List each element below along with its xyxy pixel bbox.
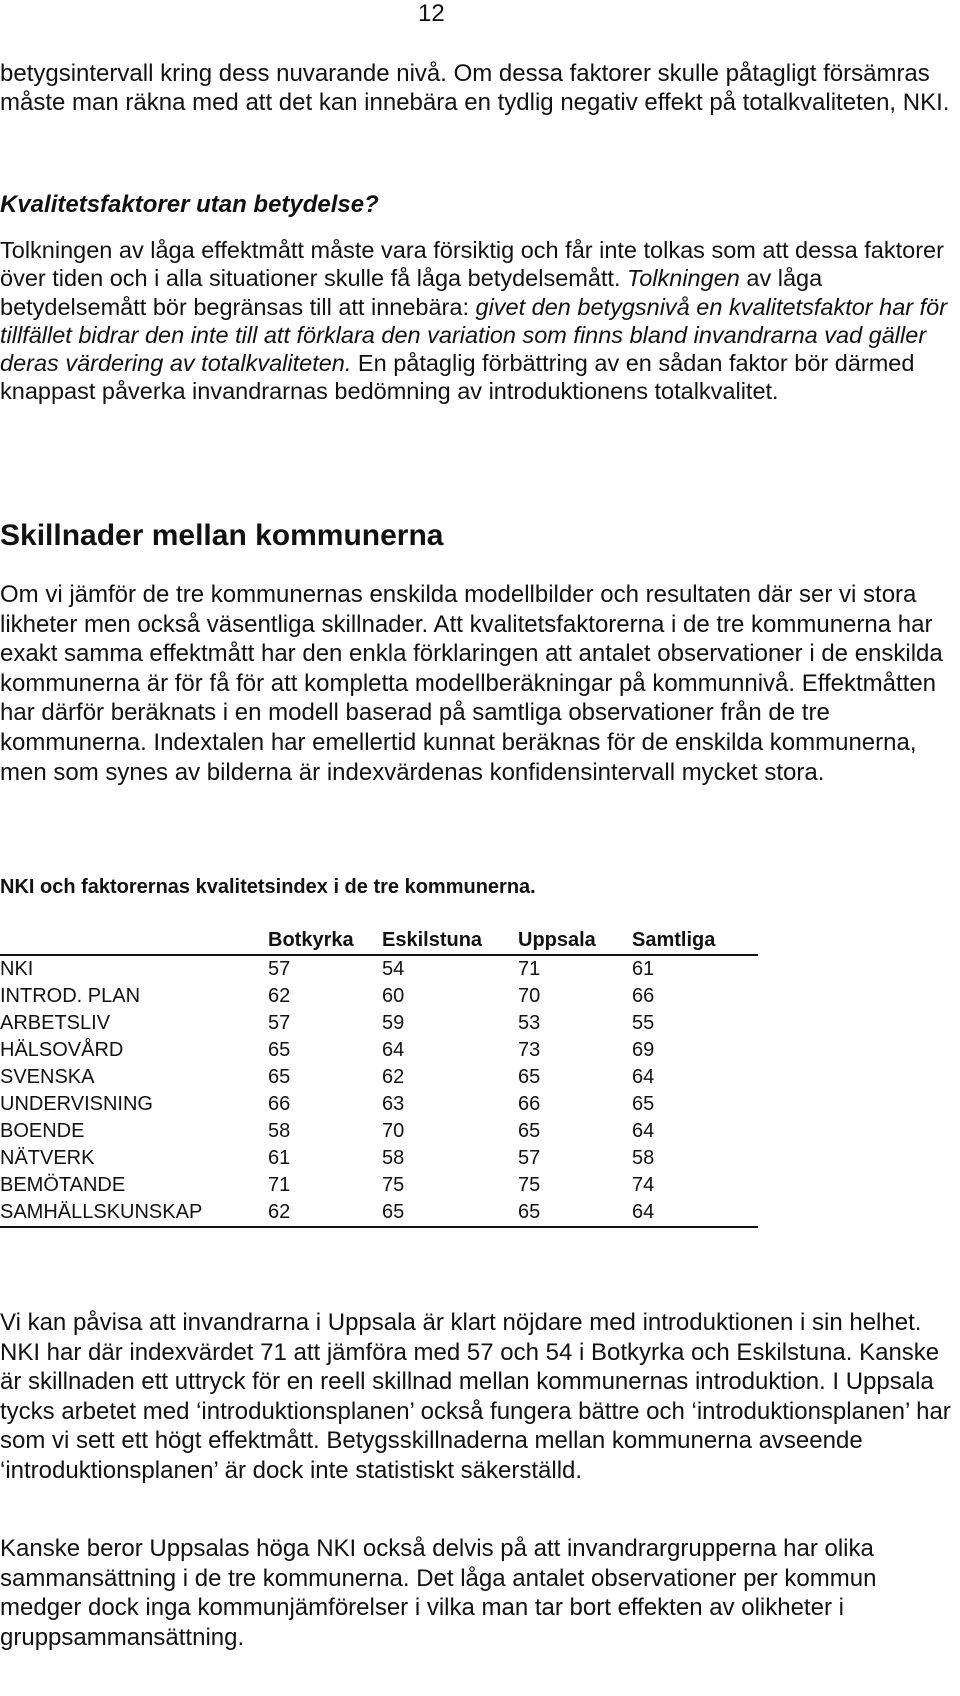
table-cell: HÄLSOVÅRD (0, 1039, 124, 1061)
table-cell: 71 (268, 1174, 291, 1196)
text-run: av låga betydelsemått bör begränsas till att innebära: (0, 265, 823, 320)
table-cell: 63 (382, 1093, 405, 1115)
paragraph-comparison: Om vi jämför de tre kommunernas enskilda modellbilder och resultaten där ser vi stora likheter men också väsentliga skillnader. Att kvalitetsfaktorerna i de tre kommunerna har exakt samma effektmått har den enkla förklaringen att antalet observationer i de enskilda kommunerna är för få för att kompletta modellberäkningar på kommunnivå. Effektmåtten har därför beräknats i en modell baserad på samtliga observationer från de tre kommunerna. Indextalen har emellertid kunnat beräknas för de enskilda kommunerna, men som synes av bilderna är indexvärdenas konfidensintervall mycket stora. (0, 581, 943, 786)
table-cell: 66 (632, 985, 655, 1007)
paragraph-intro: betygsintervall kring dess nuvarande nivå. Om dessa faktorer skulle påtagligt försämras måste man räkna med att det kan innebära en tydlig negativ effekt på totalkvaliteten, NKI. (0, 60, 950, 116)
table-cell: 65 (518, 1201, 541, 1223)
table-cell: NKI (0, 958, 34, 980)
table-row (0, 983, 758, 1010)
table-row (0, 1199, 758, 1227)
table-cell: BEMÖTANDE (0, 1174, 126, 1196)
italic-run: givet den betygsnivå en kvalitetsfaktor har för tillfället bidrar den inte till att förklara den variation som finns bland invandrarna vad gäller deras värdering av totalkvaliteten. (0, 293, 948, 377)
table-cell: 59 (382, 1012, 405, 1034)
paragraph-interpretation (0, 236, 955, 406)
table-cell: 64 (632, 1066, 655, 1088)
table-cell: 64 (382, 1039, 405, 1061)
table-cell: 54 (382, 958, 405, 980)
page-number: 12 (418, 0, 445, 27)
table-cell: 65 (268, 1066, 291, 1088)
table-row (0, 955, 758, 983)
table-caption: NKI och faktorernas kvalitetsindex i de tre kommunerna. (0, 876, 536, 898)
table-cell: 66 (268, 1093, 291, 1115)
table-cell: 62 (268, 1201, 291, 1223)
table-cell: 65 (518, 1120, 541, 1142)
index-table (0, 927, 758, 1228)
table-cell: 74 (632, 1174, 655, 1196)
table-row (0, 1172, 758, 1199)
paragraph-composition: Kanske beror Uppsalas höga NKI också delvis på att invandrargrupperna har olika sammansättning i de tre kommunerna. Det låga antalet observationer per kommun medger dock inga kommunjämförelser i vilka man tar bort effekten av olikheter i gruppsammansättning. (0, 1535, 877, 1651)
table-cell: 62 (268, 985, 291, 1007)
table-row (0, 1145, 758, 1172)
table-cell: 60 (382, 985, 405, 1007)
table-header-cell (0, 927, 268, 955)
table-cell: 58 (382, 1147, 405, 1169)
table-cell: INTROD. PLAN (0, 985, 141, 1007)
table-cell: BOENDE (0, 1120, 85, 1142)
section-heading-municipalities: Skillnader mellan kommunerna (0, 519, 444, 552)
table-row (0, 1037, 758, 1064)
paragraph-uppsala-result: Vi kan påvisa att invandrarna i Uppsala är klart nöjdare med introduktionen i sin helhet. NKI har där indexvärdet 71 att jämföra med 57 och 54 i Botkyrka och Eskilstuna. Kanske är skillnaden ett uttryck för en reell skillnad mellan kommunernas introduktion. I Uppsala tycks arbetet med ‘introduktionsplanen’ också fungera bättre och ‘introduktionsplanen’ har som vi sett ett högt effektmått. Betygsskillnaderna mellan kommunerna avseende ‘introduktionsplanen’ är dock inte statistiskt säkerställd. (0, 1309, 951, 1484)
table-cell: 75 (382, 1174, 405, 1196)
table-cell: 69 (632, 1039, 655, 1061)
table-cell: SVENSKA (0, 1066, 95, 1088)
table-cell: 65 (632, 1093, 655, 1115)
table-cell: 64 (632, 1120, 655, 1142)
table-row (0, 1064, 758, 1091)
table-row (0, 1118, 758, 1145)
table-cell: 65 (518, 1066, 541, 1088)
table-cell: 64 (632, 1201, 655, 1223)
text-run: En påtaglig förbättring av en sådan faktor bör därmed knappast påverka invandrarnas bedömning av introduktionens totalkvalitet. (0, 350, 915, 405)
table-cell: 62 (382, 1066, 405, 1088)
table-cell: 65 (382, 1201, 405, 1223)
table-cell: 57 (518, 1147, 541, 1169)
table-header-cell: Eskilstuna (382, 929, 483, 951)
table-cell: 58 (268, 1120, 291, 1142)
table-row (0, 1010, 758, 1037)
table-header-row (0, 927, 758, 955)
table-cell: 61 (632, 958, 655, 980)
table-cell: 57 (268, 958, 291, 980)
section-heading-quality-factors: Kvalitetsfaktorer utan betydelse? (0, 191, 379, 218)
table-header-cell: Uppsala (518, 929, 596, 951)
table-cell: 71 (518, 958, 541, 980)
table-cell: NÄTVERK (0, 1147, 95, 1169)
table-header-cell: Botkyrka (268, 929, 354, 951)
table-cell: 65 (268, 1039, 291, 1061)
table-cell: 70 (518, 985, 541, 1007)
table-cell: 55 (632, 1012, 655, 1034)
table-cell: 58 (632, 1147, 655, 1169)
italic-run: Tolkningen (627, 265, 740, 292)
table-cell: 73 (518, 1039, 541, 1061)
table-header-cell: Samtliga (632, 929, 716, 951)
table-cell: 75 (518, 1174, 541, 1196)
table-cell: ARBETSLIV (0, 1012, 111, 1034)
table-cell: 61 (268, 1147, 291, 1169)
table-cell: UNDERVISNING (0, 1093, 153, 1115)
table-cell: 66 (518, 1093, 541, 1115)
table-cell: 70 (382, 1120, 405, 1142)
table-cell: 53 (518, 1012, 541, 1034)
table-row (0, 1091, 758, 1118)
table-cell: 57 (268, 1012, 291, 1034)
table-cell: SAMHÄLLSKUNSKAP (0, 1201, 203, 1223)
text-run: Tolkningen av låga effektmått måste vara försiktig och får inte tolkas som att dessa faktorer över tiden och i alla situationer skulle få låga betydelsemått. (0, 237, 944, 292)
